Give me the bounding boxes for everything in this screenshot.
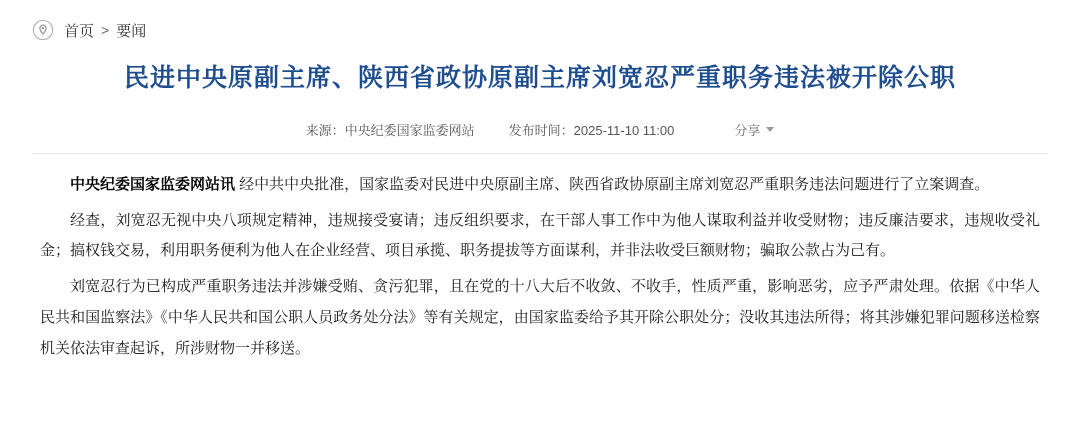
share-button[interactable] <box>734 120 774 139</box>
source-value: 中央纪委国家监委网站 <box>344 122 475 138</box>
source-label: 来源： <box>305 122 345 138</box>
article-paragraph <box>40 170 1040 201</box>
article-paragraph-text: 刘宽忍行为已构成严重职务违法并涉嫌受贿、贪污犯罪，且在党的十八大后不收敛、不收手，性质严重，影响恶劣，应予严肃处理。依据《中华人民共和国监察法》《中华人民共和国公职人员政务处分法》等有关规定，由国家监委给予其开除公职处分；没收其违法所得；将其涉嫌犯罪问题移送检察机关依法审查起诉，所涉财物一并移送。 <box>40 278 1040 357</box>
title-section <box>0 62 1080 96</box>
breadcrumb-home-link[interactable]: 首页 <box>64 22 95 40</box>
time-label: 发布时间： <box>508 122 574 138</box>
breadcrumb-current: 要闻 <box>116 22 147 40</box>
article-paragraph-text: 经查，刘宽忍无视中央八项规定精神，违规接受宴请；违反组织要求，在干部人事工作中为他人谋取利益并收受财物；违反廉洁要求，违规收受礼金；搞权钱交易，利用职务便利为他人在企业经营、项目承揽、职务提拔等方面谋利，并非法收受巨额财物；骗取公款占为己有。 <box>40 211 1040 260</box>
time-value: 2025-11-10 11:00 <box>573 122 675 138</box>
article-lead: 中央纪委国家监委网站讯 <box>70 175 236 193</box>
article-paragraph-text: 经中共中央批准，国家监委对民进中央原副主席、陕西省政协原副主席刘宽忍严重职务违法问题进行了立案调查。 <box>235 175 990 193</box>
article-body <box>0 154 1080 365</box>
article-publish-time <box>509 120 675 139</box>
article-paragraph <box>40 272 1040 364</box>
chevron-down-icon <box>766 127 774 132</box>
article-meta <box>0 120 1080 139</box>
article-source <box>306 120 475 139</box>
share-label: 分享 <box>734 122 761 138</box>
breadcrumb-separator: > <box>101 22 110 38</box>
page-title: 民进中央原副主席、陕西省政协原副主席刘宽忍严重职务违法被开除公职 <box>123 64 956 92</box>
breadcrumb <box>0 0 1080 44</box>
article-paragraph <box>40 206 1040 268</box>
location-pin-icon <box>32 19 54 41</box>
